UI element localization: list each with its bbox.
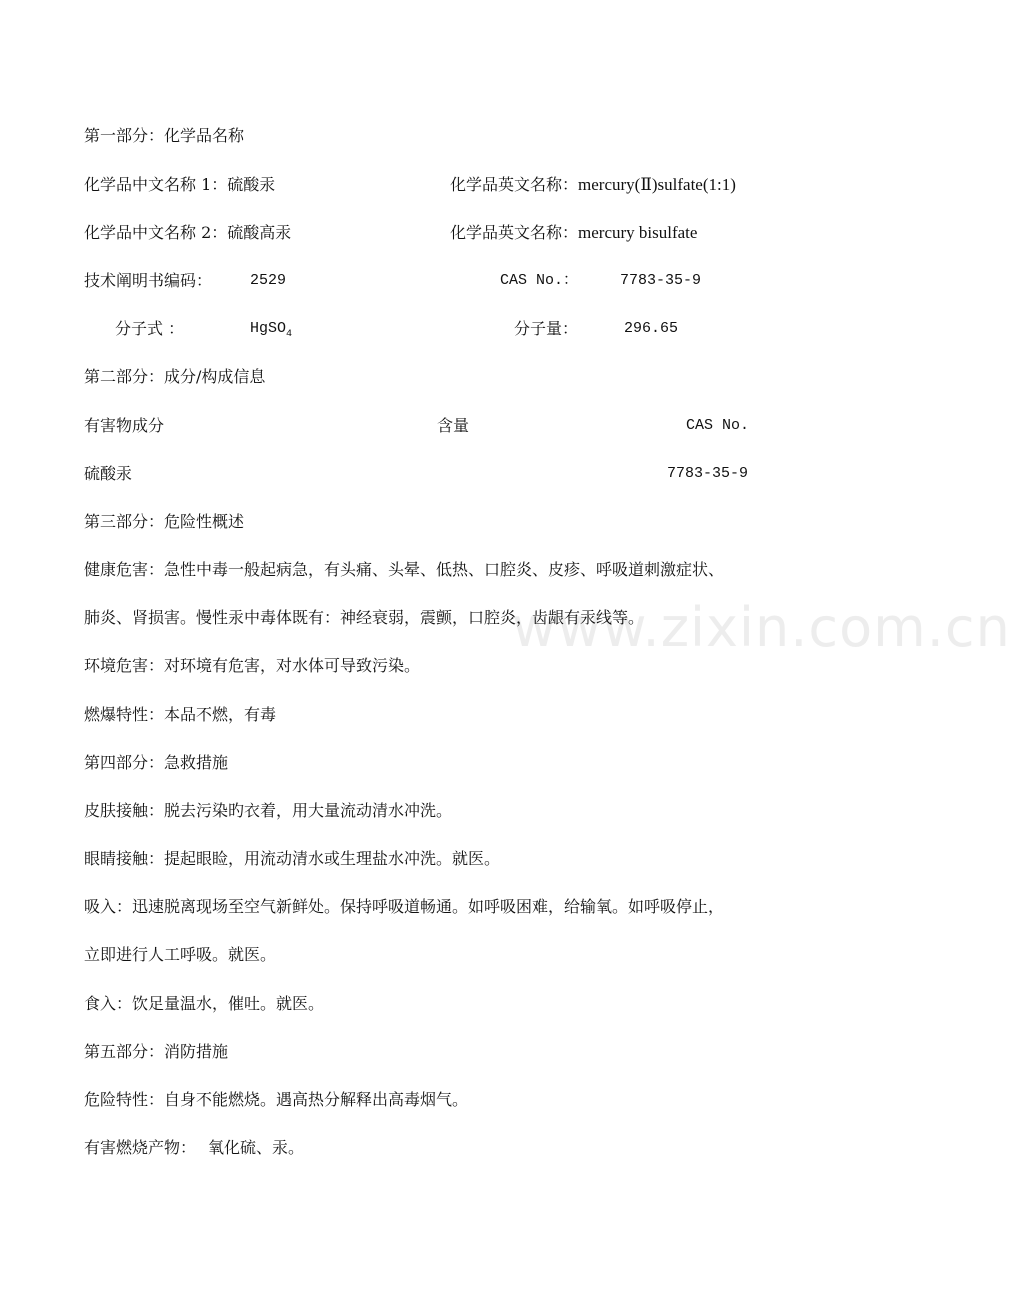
- tech-code-label: 技术阐明书编码：: [84, 271, 213, 290]
- formula-main: HgSO: [250, 320, 287, 337]
- col-header-content: 含量: [437, 416, 470, 435]
- value: 硫酸高汞: [227, 223, 292, 242]
- en-name-1: [450, 174, 736, 196]
- cn-name-2: [84, 222, 291, 244]
- cn-name-1-label: [84, 174, 275, 196]
- combustion-products: [84, 1137, 304, 1159]
- health-hazard-line-1: 健康危害：急性中毒一般起病急，有头痛、头晕、低热、口腔炎、皮疹、呼吸道刺激症状、: [84, 560, 725, 579]
- cas-value: 7783-35-9: [620, 272, 702, 289]
- col-header-cas: CAS No.: [686, 417, 750, 434]
- cas-label: CAS No.：: [500, 272, 579, 289]
- health-hazard-line-2: 肺炎、肾损害。慢性汞中毒体既有：神经衰弱，震颤，口腔炎，齿龈有汞线等。: [84, 608, 645, 627]
- formula-value: [250, 318, 292, 346]
- label: 化学品中文名称 1：: [84, 175, 228, 194]
- ingestion: 食入：饮足量温水，催吐。就医。: [84, 994, 325, 1013]
- component-cas: 7783-35-9: [667, 465, 749, 482]
- label: 化学品英文名称：: [450, 175, 579, 194]
- formula-label: 分子式 ：: [115, 319, 185, 338]
- explosion-property: 燃爆特性：本品不燃，有毒: [84, 705, 277, 724]
- section-heading-1: 第一部分：化学品名称: [84, 126, 245, 145]
- mw-label: 分子量：: [514, 319, 579, 338]
- section-heading-5: 第五部分：消防措施: [84, 1042, 229, 1061]
- value: mercury bisulfate: [578, 223, 698, 242]
- label: 有害燃烧产物：: [84, 1138, 197, 1157]
- section-heading-4: 第四部分：急救措施: [84, 753, 229, 772]
- en-name-2: [450, 222, 697, 244]
- environment-hazard: 环境危害：对环境有危害，对水体可导致污染。: [84, 656, 421, 675]
- component-name: 硫酸汞: [84, 464, 133, 483]
- eye-contact: 眼睛接触：提起眼睑，用流动清水或生理盐水冲洗。就医。: [84, 849, 501, 868]
- formula-sub: 4: [286, 329, 293, 340]
- section-heading-2: 第二部分：成分/构成信息: [84, 367, 266, 386]
- mw-value: 296.65: [624, 320, 679, 337]
- inhalation-line-1: 吸入：迅速脱离现场至空气新鲜处。保持呼吸道畅通。如呼吸困难，给输氧。如呼吸停止，: [84, 897, 725, 916]
- value: 氧化硫、汞。: [208, 1138, 305, 1157]
- label: 化学品英文名称：: [450, 223, 579, 242]
- skin-contact: 皮肤接触：脱去污染旳衣着，用大量流动清水冲洗。: [84, 801, 453, 820]
- value: mercury(Ⅱ)sulfate(1:1): [578, 175, 736, 194]
- fire-hazard: 危险特性：自身不能燃烧。遇高热分解释出高毒烟气。: [84, 1090, 469, 1109]
- section-heading-3: 第三部分：危险性概述: [84, 512, 245, 531]
- tech-code-value: 2529: [250, 272, 287, 289]
- value: 硫酸汞: [227, 175, 276, 194]
- inhalation-line-2: 立即进行人工呼吸。就医。: [84, 945, 277, 964]
- watermark: www.zixin.com.cn: [512, 596, 1011, 659]
- label: 化学品中文名称 2：: [84, 223, 228, 242]
- col-header-component: 有害物成分: [84, 416, 165, 435]
